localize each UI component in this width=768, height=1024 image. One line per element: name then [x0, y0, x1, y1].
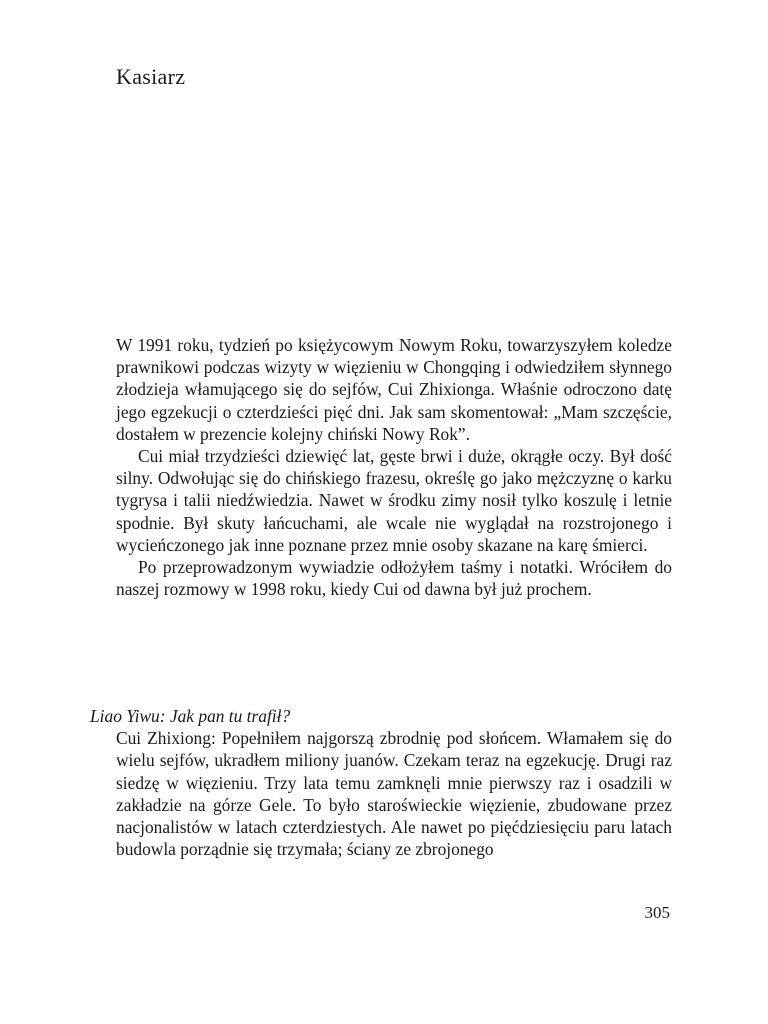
interview-question: Liao Yiwu: Jak pan tu trafił?: [90, 706, 291, 726]
intro-paragraph-3: Po przeprowadzonym wywiadzie odłożyłem taśmy i notatki. Wróciłem do naszej rozmowy w 1998 roku, kiedy Cui od dawna był już prochem.: [116, 557, 672, 600]
chapter-title: Kasiarz: [116, 64, 186, 89]
interview-answer: Cui Zhixiong: Popełniłem najgorszą zbrodnię pod słońcem. Włamałem się do wielu sejfów, ukradłem miliony juanów. Czekam teraz na egzekucję. Drugi raz siedzę w więzieniu. Trzy lata temu zamknęli mnie pierwszy raz i osadzili w zakładzie na górze Gele. To było staroświeckie więzienie, zbudowane przez nacjonalistów w latach czterdziestych. Ale nawet po pięćdziesięciu paru latach budowla porządnie się trzymała; ściany ze zbrojonego: [116, 728, 672, 860]
intro-paragraph-1: W 1991 roku, tydzień po księżycowym Nowym Roku, towarzyszyłem koledze prawnikowi podczas wizyty w więzieniu w Chongqing i odwiedziłem słynnego złodzieja włamującego się do sejfów, Cui Zhixionga. Właśnie odroczono datę jego egzekucji o czterdzieści pięć dni. Jak sam skomentował: „Mam szczęście, dostałem w prezencie kolejny chiński Nowy Rok”.: [116, 335, 672, 444]
intro-text: [116, 334, 672, 600]
interview-section: [90, 705, 672, 860]
intro-paragraph-2: Cui miał trzydzieści dziewięć lat, gęste brwi i duże, okrągłe oczy. Był dość silny. Odwołując się do chińskiego frazesu, określę go jako mężczyznę o karku tygrysa i talii niedźwiedzia. Nawet w środku zimy nosił tylko koszulę i letnie spodnie. Był skuty łańcuchami, ale wcale nie wyglądał na rozstrojonego i wycieńczonego jak inne poznane przez mnie osoby skazane na karę śmierci.: [116, 446, 672, 555]
page-number: 305: [644, 903, 670, 922]
